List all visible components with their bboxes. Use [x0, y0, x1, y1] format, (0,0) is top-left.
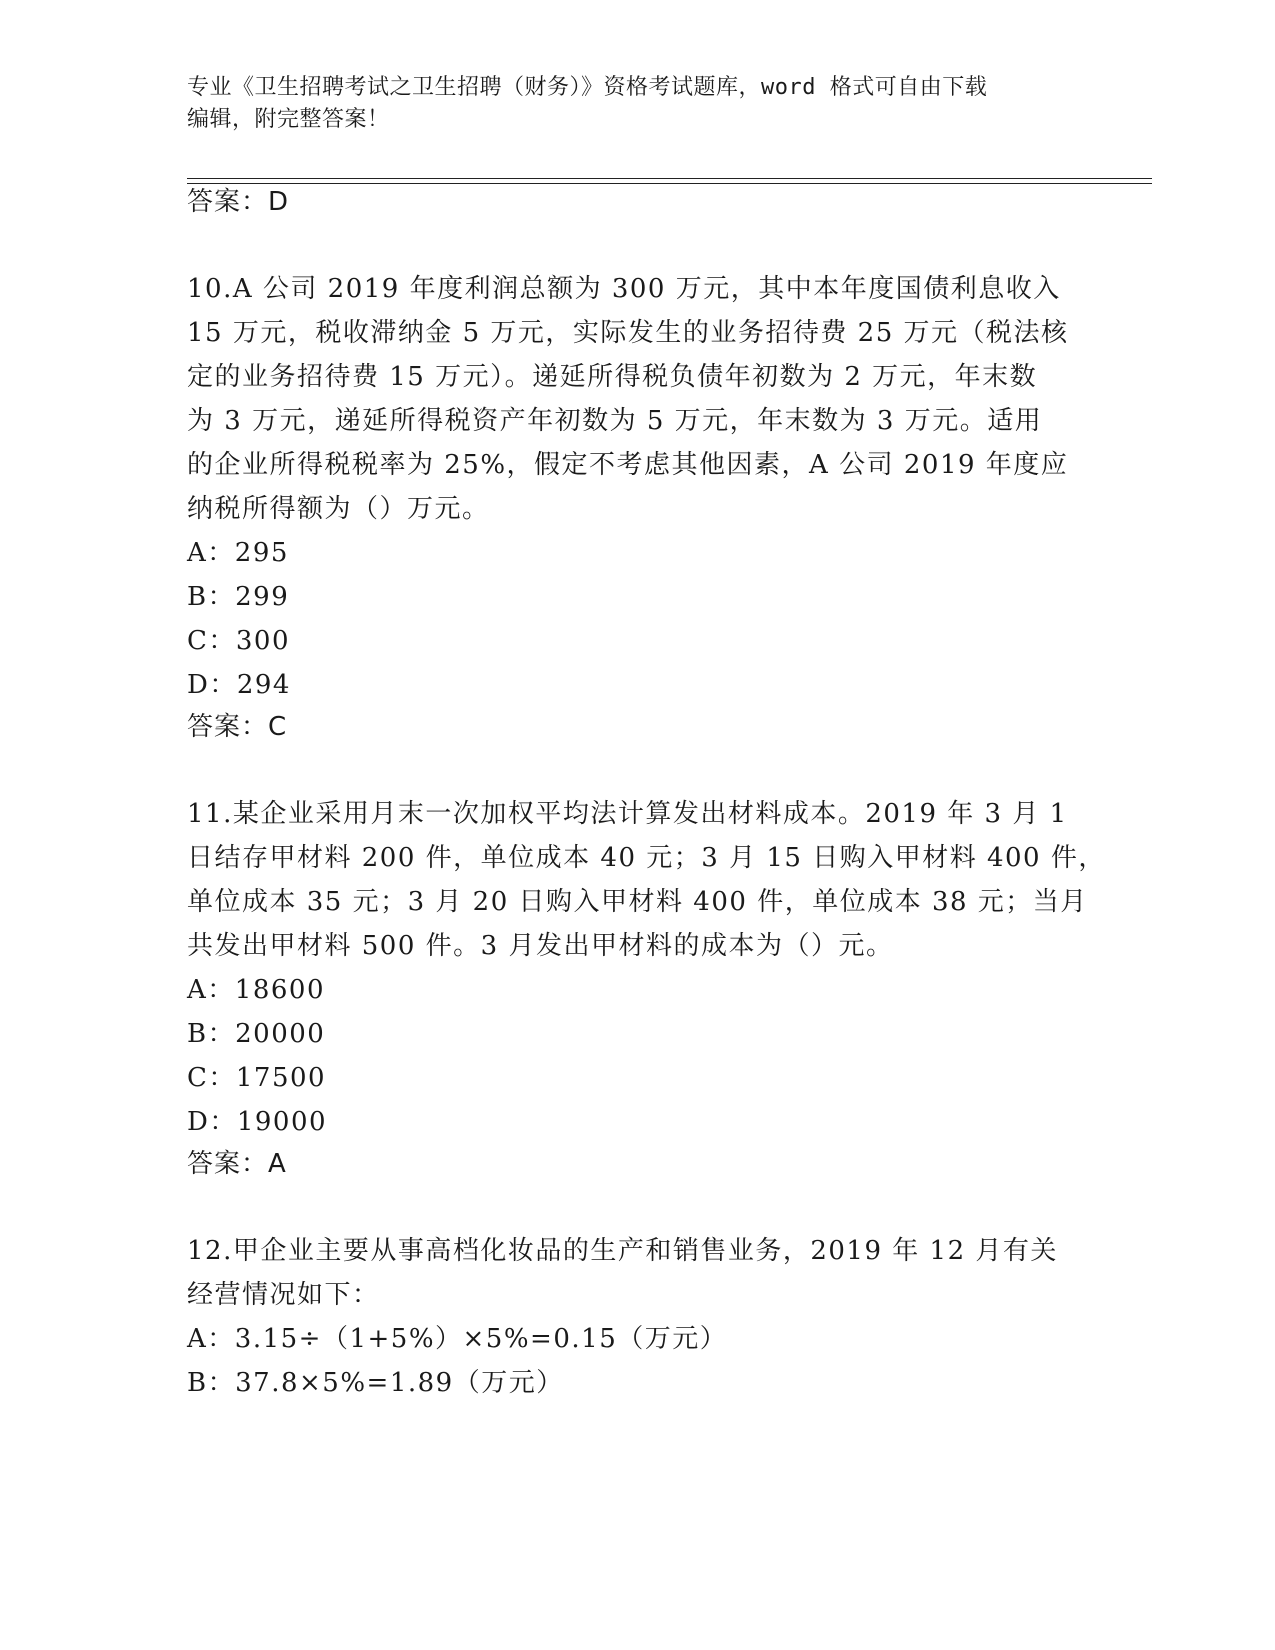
q11-text-line: 单位成本 35 元；3 月 20 日购入甲材料 400 件，单位成本 38 元；当月: [187, 887, 1088, 917]
q11-text-line: 共发出甲材料 500 件。3 月发出甲材料的成本为（）元。: [187, 931, 894, 961]
document-header: [187, 72, 1087, 136]
q10-answer: 答案：C: [187, 712, 288, 742]
q10-option-a: A：295: [187, 538, 289, 568]
q10-text-line: 定的业务招待费 15 万元）。递延所得税负债年初数为 2 万元，年末数: [187, 362, 1038, 392]
header-line: 编辑，附完整答案！: [187, 107, 390, 132]
header-rule-bottom: [187, 183, 1152, 184]
q11-option-d: D：19000: [187, 1107, 328, 1137]
q12-text-line: 经营情况如下：: [187, 1280, 380, 1310]
q10-text-line: 15 万元，税收滞纳金 5 万元，实际发生的业务招待费 25 万元（税法核: [187, 318, 1069, 348]
q10-text-line: 纳税所得额为（）万元。: [187, 494, 490, 524]
header-rule-top: [187, 178, 1152, 179]
q11-option-b: B：20000: [187, 1019, 326, 1049]
q11-option-a: A：18600: [187, 975, 325, 1005]
q10-option-b: B：299: [187, 582, 290, 612]
prev-question-answer: 答案：D: [187, 187, 290, 217]
q10-option-c: C：300: [187, 626, 291, 656]
q11-option-c: C：17500: [187, 1063, 327, 1093]
q11-text-line: 11.某企业采用月末一次加权平均法计算发出材料成本。2019 年 3 月 1: [187, 799, 1068, 829]
q12-option-b: B：37.8×5%=1.89（万元）: [187, 1368, 564, 1398]
q11-answer: 答案：A: [187, 1149, 287, 1179]
q11-text-line: 日结存甲材料 200 件，单位成本 40 元；3 月 15 日购入甲材料 400 件，: [187, 843, 1106, 873]
q12-text-line: 12.甲企业主要从事高档化妆品的生产和销售业务，2019 年 12 月有关: [187, 1236, 1058, 1266]
q10-text-line: 为 3 万元，递延所得税资产年初数为 5 万元，年末数为 3 万元。适用: [187, 406, 1043, 436]
q10-text-line: 的企业所得税税率为 25%，假定不考虑其他因素，A 公司 2019 年度应: [187, 450, 1069, 480]
q10-option-d: D：294: [187, 670, 291, 700]
header-line: 专业《卫生招聘考试之卫生招聘（财务）》资格考试题库，word 格式可自由下载: [187, 75, 988, 100]
q10-text-line: 10.A 公司 2019 年度利润总额为 300 万元，其中本年度国债利息收入: [187, 274, 1061, 304]
q12-option-a: A：3.15÷（1+5%）×5%=0.15（万元）: [187, 1324, 728, 1354]
